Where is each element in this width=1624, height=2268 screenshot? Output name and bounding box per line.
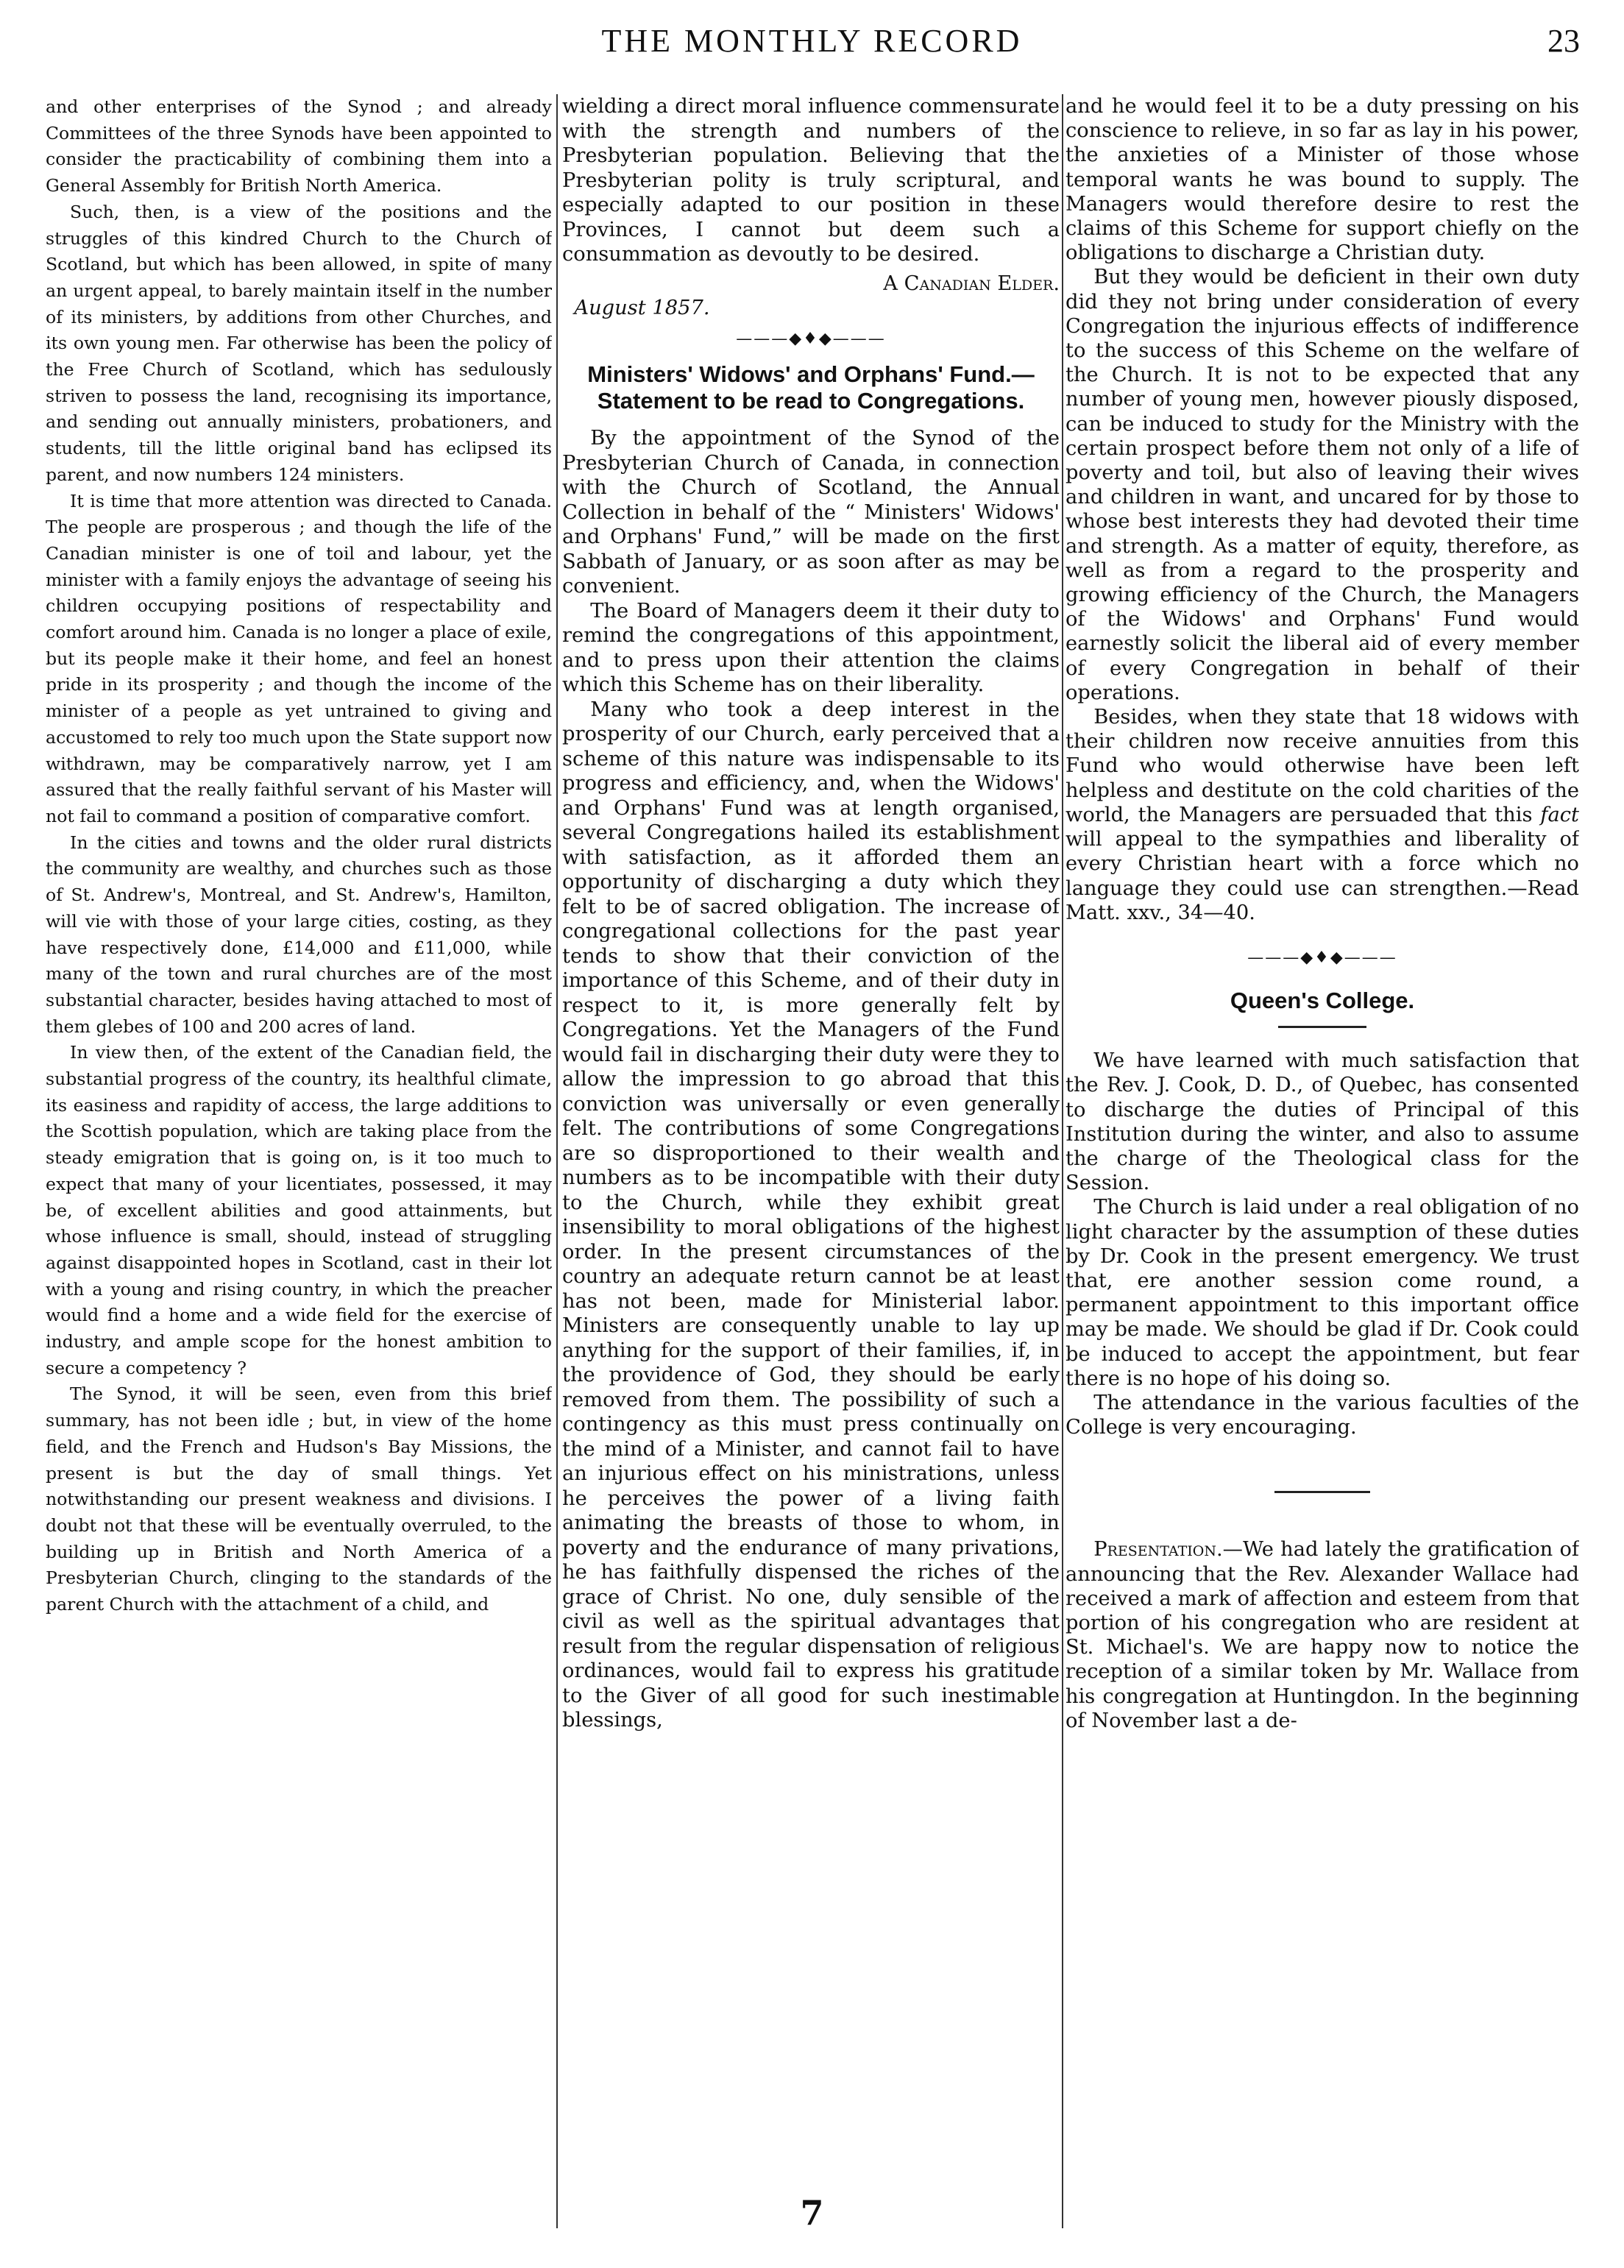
section-ornament: ———◆♦◆——— [1247, 948, 1397, 967]
column-1 [46, 94, 552, 2214]
run-in-heading: Presentation. [1093, 1538, 1223, 1562]
column-3 [1065, 94, 1579, 2214]
paragraph: The Church is laid under a real obligation of no light character by the assumption of these duties by Dr. Cook in the present emergency. We trust that, ere another session come round, a permanent appointment to this important office may be made. We should be glad if Dr. Cook could be induced to accept the appointment, but fear there is no hope of his doing so. [1065, 1196, 1579, 1390]
article-heading-queens-college: Queen's College. [1230, 988, 1415, 1014]
paragraph: By the appointment of the Synod of the Presbyterian Church of Canada, in connection with the Church of Scotland, the Annual Collection in behalf of the “ Ministers' Widows' and Orphans' Fund,” will be made on the first Sabbath of January, or as soon after as may be convenient. [562, 427, 1060, 598]
emphasis: fact [1540, 803, 1579, 826]
article-heading-widows-fund: Ministers' Widows' and Orphans' Fund.—Statement to be read to Congregations. [587, 361, 1035, 414]
paragraph: But they would be deficient in their own duty did they not bring under consideration of every Congregation the injurious effects of indifference to the success of this Scheme on the welfare of the Church. It is not to be expected that any number of young men, however piously disposed, can be induced to study for the Ministry with the certain prospect before them not only of a life of poverty and toil, but also of leaving their wives and children in want, and uncared for by those to whose best interests they had devoted their time and strength. As a matter of equity, therefore, as well as from a regard to the prosperity and growing efficiency of the Church, the Managers of the Widows' and Orphans' Fund would earnestly solicit the liberal aid of every member of every Congregation in behalf of their operations. [1065, 266, 1579, 704]
paragraph: Many who took a deep interest in the prosperity of our Church, early perceived that a scheme of this nature was indispensable to its progress and efficiency, and, when the Widows' and Orphans' Fund was at length organised, several Congregations hailed its establishment with satisfaction, as it afforded them an opportunity of discharging a duty which they felt to be of sacred obligation. The increase of congregational collections for the past year tends to show that their conviction of the importance of this Scheme, and of their duty in respect to it, is more generally felt by Congregations. Yet the Managers of the Fund would fail in discharging their duty were they to allow the impression to go abroad that this conviction was universally or even generally felt. The contributions of some Congregations are so disproportioned to their wealth and numbers as to be incompatible with their duty to the Church, while they exhibit great insensibility to moral obligations of the highest order. In the present circumstances of the country an adequate return cannot be at least has not been, made for Ministerial labor. Ministers are consequently unable to lay up anything for the support of their families, if, in the providence of God, they should be early removed from them. The possibility of such a contingency as this must press continually on the mind of a Minister, and cannot fail to have an injurious effect on his ministrations, unless he perceives the power of a living faith animating the breasts of those to whom, in poverty and the endurance of many privations, he has faithfully dispensed the riches of the grace of Christ. No one, duly sensible of the civil as well as the spiritual advantages that result from the regular dispensation of religious ordinances, would fail to express his gratitude to the Giver of all good for such inestimable blessings, [562, 698, 1060, 1732]
paragraph: The attendance in the various faculties of the College is very encouraging. [1065, 1391, 1579, 1439]
paragraph: wielding a direct moral influence commensurate with the strength and numbers of the Presbyterian population. Believing that the Presbyterian polity is truly scriptural, and especially adapted to our position in these Provinces, I cannot but deem such a consummation as devoutly to be desired. [562, 95, 1060, 266]
column-2 [562, 94, 1060, 2214]
paragraph [1065, 1537, 1579, 1733]
column-rule-2 [1062, 94, 1063, 2228]
paragraph: It is time that more attention was directed to Canada. The people are prosperous ; and though the life of the Canadian minister is one of toil and labour, yet the minister with a family enjoys the advantage of seeing his children occupying positions of respectability and comfort around him. Canada is no longer a place of exile, but its people make it their home, and feel an honest pride in its prosperity ; and though the income of the minister of a people as yet untrained to giving and accustomed to rely too much upon the State support now withdrawn, may be comparatively narrow, yet I am assured that the really faithful servant of his Master will not fail to command a position of comparative comfort. [46, 490, 552, 826]
text-run: Besides, when they state that 18 widows with their children now receive annuities from this Fund who would otherwise have been left helpless and destitute on the cold charities of the world, the Managers are persuaded that this [1065, 706, 1579, 826]
heading-rule [1278, 1026, 1366, 1028]
paragraph: The Synod, it will be seen, even from this brief summary, has not been idle ; but, in view of the home field, and the French and Hudson's Bay Missions, the present is but the day of small things. Yet notwithstanding our present weakness and divisions. I doubt not that these will be eventually overruled, to the building up in British and North America of a Presbyterian Church, clinging to the standards of the parent Church with the attachment of a child, and [46, 1383, 552, 1615]
paragraph: Such, then, is a view of the positions and the struggles of this kindred Church to the Church of Scotland, but which has been allowed, in spite of many an urgent appeal, to barely maintain itself in the number of its ministers, by additions from other Churches, and its own young men. Far otherwise has been the policy of the Free Church of Scotland, which has sedulously striven to possess the land, recognising its importance, and sending out annually ministers, probationers, and students, till the little original band has eclipsed its parent, and now numbers 124 ministers. [46, 201, 552, 485]
journal-title: THE MONTHLY RECORD [601, 23, 1023, 59]
paragraph: In the cities and towns and the older rural districts the community are wealthy, and churches such as those of St. Andrew's, Montreal, and St. Andrew's, Hamilton, will vie with those of your large cities, costing, as they have respectively done, £14,000 and £11,000, while many of the town and rural churches are of the most substantial character, besides having attached to most of them glebes of 100 and 200 acres of land. [46, 832, 552, 1037]
paragraph [1065, 705, 1579, 925]
signature-mark: 7 [800, 2193, 824, 2233]
paragraph: and other enterprises of the Synod ; and already Committees of the three Synods have been appointed to consider the practicability of combining them into a General Assembly for British North America. [46, 96, 552, 196]
section-ornament: ———◆♦◆——— [736, 329, 886, 348]
paragraph: and he would feel it to be a duty pressing on his conscience to relieve, in so far as lay in his power, the anxieties of a Minister of those whose temporal wants he was bound to supply. The Managers would therefore desire to rest the claims of this Scheme for support chiefly on the obligations to discharge a Christian duty. [1065, 95, 1579, 265]
paragraph: In view then, of the extent of the Canadian field, the substantial progress of the country, its healthful climate, its easiness and rapidity of access, the large additions to the Scottish population, which are taking place from the steady emigration that is going on, is it too much to expect that many of your licentiates, possessed, it may be, of excellent abilities and good attainments, but whose influence is small, should, instead of struggling against disappointed hopes in Scotland, cast in their lot with a young and rising country, in which the preacher would find a home and a wide field for the exercise of industry, and ample scope for the honest ambition to secure a competency ? [46, 1042, 552, 1378]
text-run: —We had lately the gratification of announcing that the Rev. Alexander Wallace had received a mark of affection and esteem from that portion of his congregation who are resident at St. Michael's. We are happy now to notice the reception of a similar token by Mr. Wallace from his congregation at Huntingdon. In the beginning of November last a de- [1065, 1538, 1579, 1732]
letter-signature: A Canadian Elder. [883, 272, 1060, 295]
column-rule-1 [556, 94, 558, 2228]
paragraph: The Board of Managers deem it their duty to remind the congregations of this appointment, and to press upon their attention the claims which this Scheme has on their liberality. [562, 599, 1060, 696]
letter-date: August 1857. [574, 297, 710, 319]
page-number: 23 [1547, 23, 1580, 59]
paragraph: We have learned with much satisfaction that the Rev. J. Cook, D. D., of Quebec, has consented to discharge the duties of Principal of this Institution during the winter, and also to assume the charge of the Theological class for the Session. [1065, 1049, 1579, 1195]
section-rule [1274, 1491, 1370, 1493]
text-run: will appeal to the sympathies and liberality of every Christian heart with a force which no language they could use can strengthen.—Read Matt. xxv., 34—40. [1065, 828, 1579, 924]
page-header [0, 22, 1624, 81]
